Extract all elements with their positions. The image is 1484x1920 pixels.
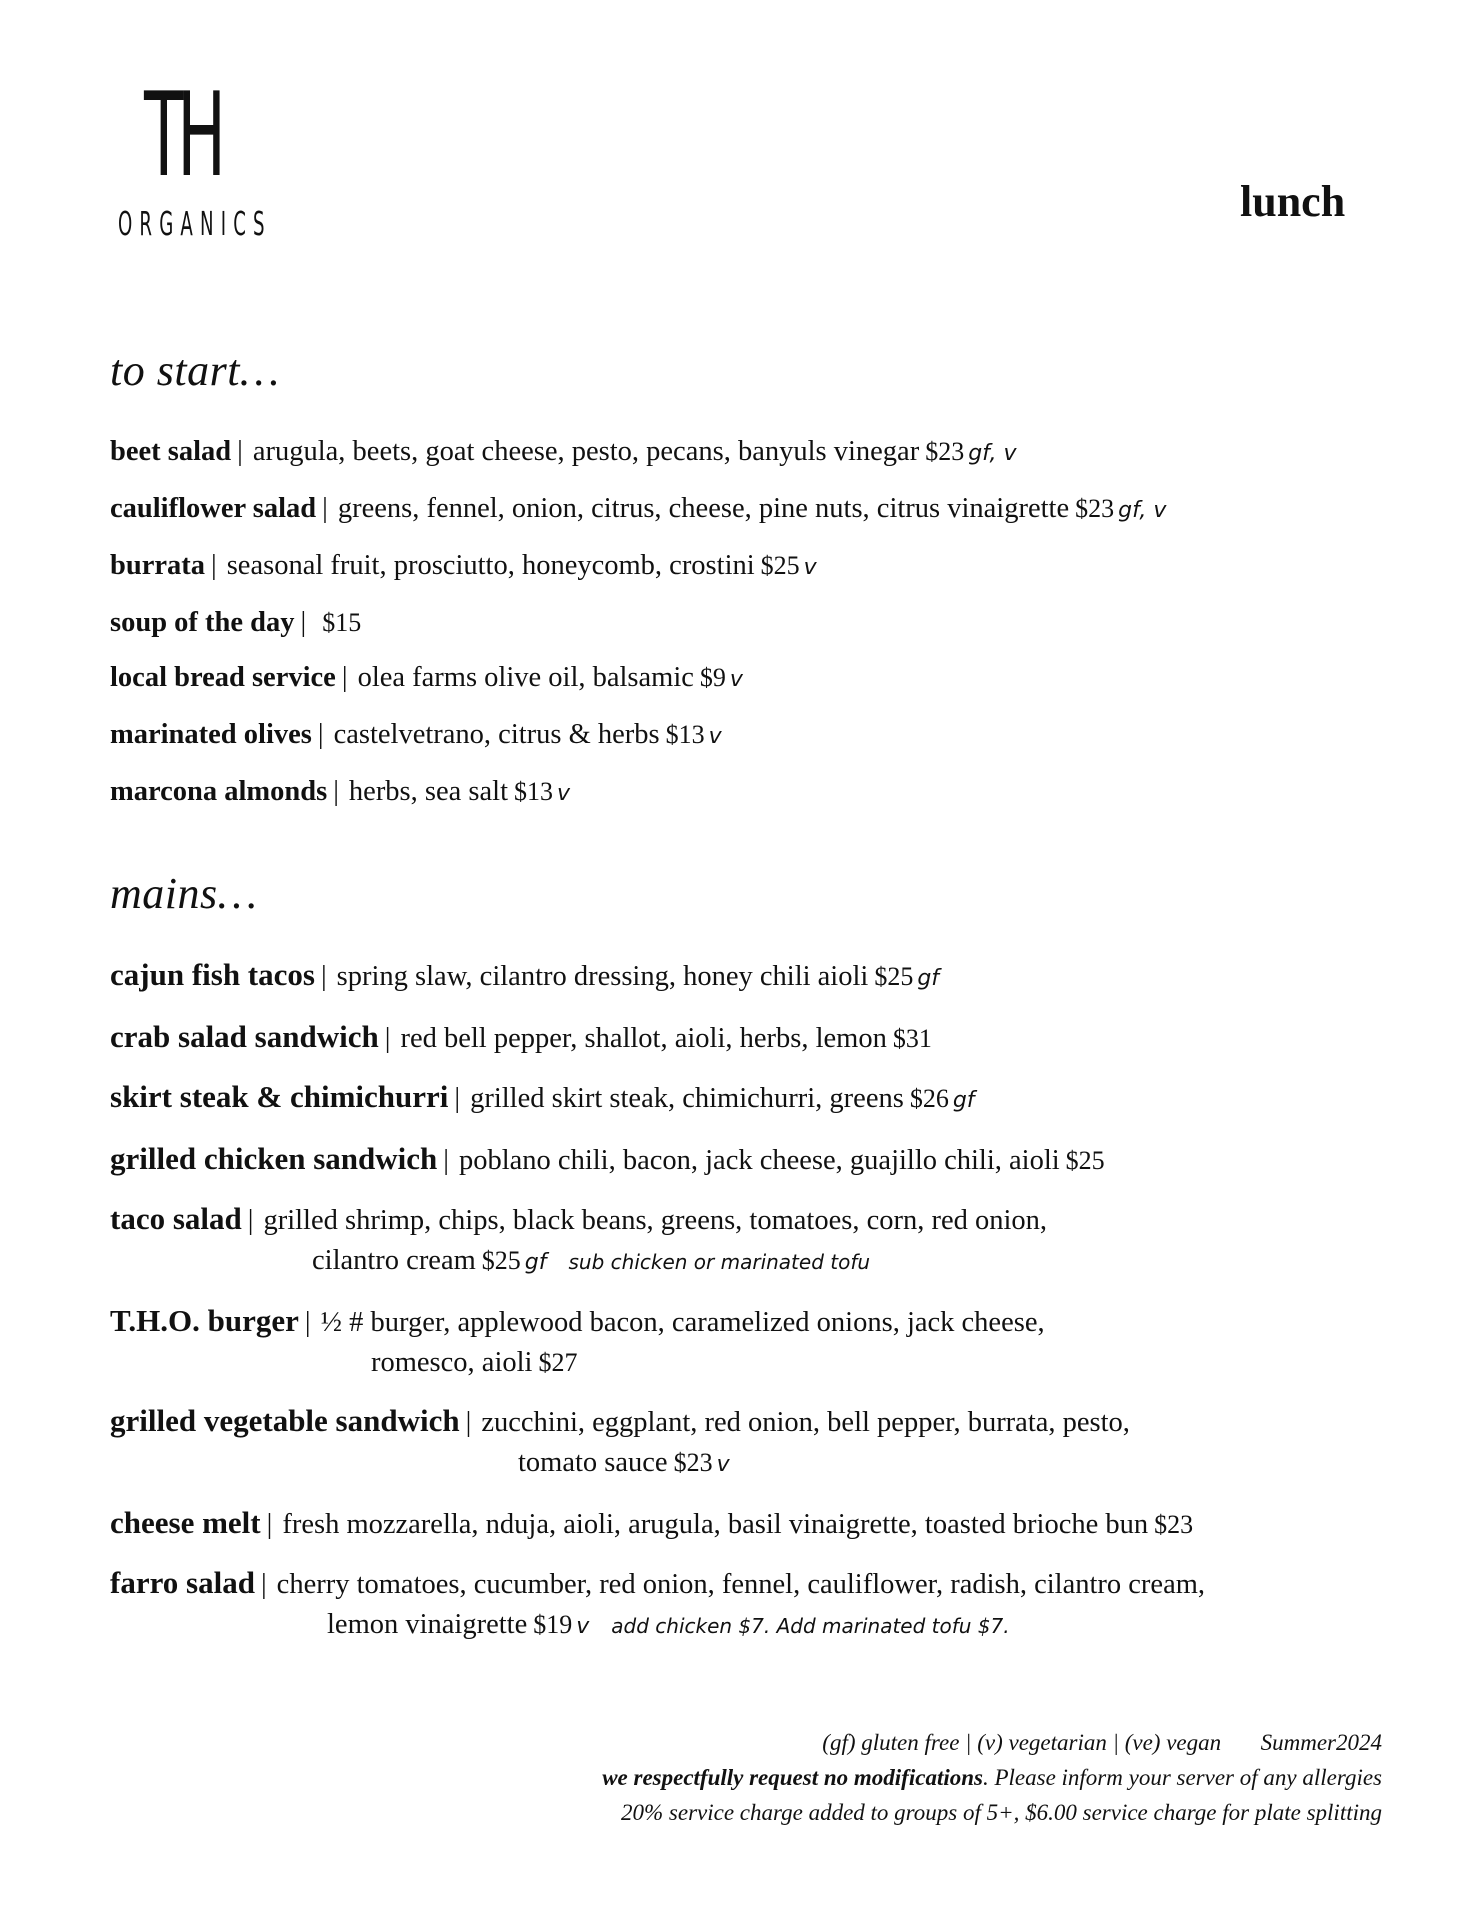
item-diet-tags: v xyxy=(708,724,722,749)
item-name: skirt steak & chimichurri xyxy=(110,1079,449,1114)
menu-item xyxy=(110,603,1384,643)
legend-separator: | xyxy=(965,1730,972,1755)
item-separator: | xyxy=(333,776,339,807)
item-name: grilled vegetable sandwich xyxy=(110,1403,460,1438)
item-note: sub chicken or marinated tofu xyxy=(568,1250,871,1274)
menu-item xyxy=(110,1401,1384,1485)
menu-item xyxy=(110,432,1384,474)
item-name: taco salad xyxy=(110,1201,242,1236)
item-separator: | xyxy=(384,1023,391,1054)
item-name: cajun fish tacos xyxy=(110,957,315,992)
item-price: $25 xyxy=(1065,1146,1105,1175)
item-description: spring slaw, cilantro dressing, honey chili aioli xyxy=(336,961,869,992)
policy-line xyxy=(602,1760,1382,1795)
item-price: $23 xyxy=(1154,1510,1194,1539)
service-charge: 20% service charge added to groups of 5+, $6.00 service charge for plate splitting xyxy=(621,1800,1382,1825)
footer xyxy=(602,1725,1382,1830)
item-separator: | xyxy=(465,1407,472,1438)
item-price: $25 xyxy=(874,962,914,991)
item-description-continued xyxy=(110,1241,1384,1283)
mains-list xyxy=(110,955,1384,1665)
item-price: $23 xyxy=(673,1448,713,1477)
item-description: fresh mozzarella, nduja, aioli, arugula, basil vinaigrette, toasted brioche bun xyxy=(282,1509,1149,1540)
page-title: lunch xyxy=(1240,177,1346,226)
item-price: $13 xyxy=(514,777,553,806)
item-description: red bell pepper, shallot, aioli, herbs, lemon xyxy=(400,1023,887,1054)
item-note: add chicken $7. Add marinated tofu $7. xyxy=(611,1614,1010,1638)
item-diet-tags: v xyxy=(803,555,817,580)
item-diet-tags: gf, v xyxy=(1118,498,1167,523)
item-description-continued xyxy=(110,1605,1384,1647)
item-separator: | xyxy=(237,436,243,467)
item-name: farro salad xyxy=(110,1565,255,1600)
item-name: marinated olives xyxy=(110,719,312,750)
menu-item xyxy=(110,489,1384,531)
item-price: $9 xyxy=(699,663,726,692)
menu-item xyxy=(110,772,1384,814)
item-diet-tags: gf, v xyxy=(968,441,1017,466)
item-separator: | xyxy=(300,607,307,638)
item-description-line2: romesco, aioli xyxy=(371,1347,533,1378)
item-separator: | xyxy=(454,1083,461,1114)
legend-separator: | xyxy=(1112,1730,1119,1755)
item-price: $19 xyxy=(533,1610,573,1639)
item-separator: | xyxy=(443,1145,449,1176)
section-heading-start: to start… xyxy=(110,346,280,395)
item-description: poblano chili, bacon, jack cheese, guajillo chili, aioli xyxy=(458,1145,1060,1176)
menu-item xyxy=(110,1077,1384,1121)
item-price: $13 xyxy=(665,720,705,749)
item-description: seasonal fruit, prosciutto, honeycomb, crostini xyxy=(226,550,755,581)
item-name: local bread service xyxy=(110,662,336,693)
item-description: grilled shrimp, chips, black beans, greens, tomatoes, corn, red onion, xyxy=(263,1205,1048,1236)
item-separator: | xyxy=(266,1509,273,1540)
item-separator: | xyxy=(320,961,327,992)
logo xyxy=(118,68,288,246)
menu-item xyxy=(110,715,1384,757)
item-name: soup of the day xyxy=(110,607,295,638)
item-diet-tags: gf xyxy=(917,966,940,991)
item-separator: | xyxy=(247,1205,254,1236)
item-name: T.H.O. burger xyxy=(110,1303,299,1338)
logo-mark: TH xyxy=(144,68,220,203)
item-diet-tags: gf xyxy=(952,1088,975,1113)
item-description: zucchini, eggplant, red onion, bell pepper, burrata, pesto, xyxy=(481,1407,1130,1438)
item-separator: | xyxy=(260,1569,267,1600)
menu-item xyxy=(110,1017,1384,1059)
menu-item xyxy=(110,658,1384,700)
item-name: crab salad sandwich xyxy=(110,1019,379,1054)
item-price: $27 xyxy=(538,1348,578,1377)
item-description-continued xyxy=(110,1343,1384,1383)
season-label: Summer2024 xyxy=(1260,1730,1382,1755)
menu-item xyxy=(110,1503,1384,1545)
item-price: $25 xyxy=(760,551,800,580)
menu-item xyxy=(110,1301,1384,1383)
item-description: cherry tomatoes, cucumber, red onion, fennel, cauliflower, radish, cilantro cream, xyxy=(276,1569,1206,1600)
item-separator: | xyxy=(341,662,348,693)
legend-vegan: (ve) vegan xyxy=(1124,1730,1222,1755)
legend-gluten-free: (gf) gluten free xyxy=(822,1730,960,1755)
item-name: cheese melt xyxy=(110,1505,261,1540)
item-description-line2: lemon vinaigrette xyxy=(327,1609,528,1640)
item-description: herbs, sea salt xyxy=(348,776,508,807)
item-name: cauliflower salad xyxy=(110,493,317,524)
item-description: grilled skirt steak, chimichurri, greens xyxy=(470,1083,904,1114)
item-description: olea farms olive oil, balsamic xyxy=(357,662,694,693)
item-name: grilled chicken sandwich xyxy=(110,1141,438,1176)
menu-item xyxy=(110,546,1384,588)
item-diet-tags: v xyxy=(729,667,743,692)
menu-item xyxy=(110,955,1384,999)
item-diet-tags: v xyxy=(576,1614,590,1639)
item-separator: | xyxy=(317,719,324,750)
item-diet-tags: gf xyxy=(524,1250,547,1275)
item-description: castelvetrano, citrus & herbs xyxy=(333,719,660,750)
menu-item xyxy=(110,1199,1384,1283)
item-name: burrata xyxy=(110,550,205,581)
item-separator: | xyxy=(304,1307,311,1338)
item-diet-tags: v xyxy=(557,781,571,806)
legend-vegetarian: (v) vegetarian xyxy=(977,1730,1107,1755)
item-description: greens, fennel, onion, citrus, cheese, pine nuts, citrus vinaigrette xyxy=(337,493,1070,524)
item-description: arugula, beets, goat cheese, pesto, pecans, banyuls vinegar xyxy=(252,436,920,467)
item-price: $15 xyxy=(322,608,362,637)
menu-item xyxy=(110,1563,1384,1647)
policy-rest: . Please inform your server of any allergies xyxy=(982,1765,1382,1790)
item-price: $31 xyxy=(892,1024,932,1053)
item-separator: | xyxy=(211,550,217,581)
item-description-line2: cilantro cream xyxy=(312,1245,476,1276)
item-description: ½ # burger, applewood bacon, caramelized onions, jack cheese, xyxy=(320,1307,1045,1338)
item-name: beet salad xyxy=(110,436,232,467)
starters-list xyxy=(110,432,1384,829)
item-separator: | xyxy=(322,493,328,524)
logo-wordmark: ORGANICS xyxy=(118,204,272,243)
item-name: marcona almonds xyxy=(110,776,328,807)
item-description-line2: tomato sauce xyxy=(518,1447,668,1478)
menu-item xyxy=(110,1139,1384,1181)
item-description-continued xyxy=(110,1443,1384,1485)
item-diet-tags: v xyxy=(716,1452,730,1477)
item-price: $23 xyxy=(1075,494,1115,523)
policy-bold: we respectfully request no modifications xyxy=(602,1765,983,1790)
section-heading-mains: mains… xyxy=(110,869,258,918)
item-price: $25 xyxy=(481,1246,521,1275)
item-price: $26 xyxy=(909,1084,949,1113)
diet-legend xyxy=(602,1725,1382,1760)
item-price: $23 xyxy=(925,437,965,466)
